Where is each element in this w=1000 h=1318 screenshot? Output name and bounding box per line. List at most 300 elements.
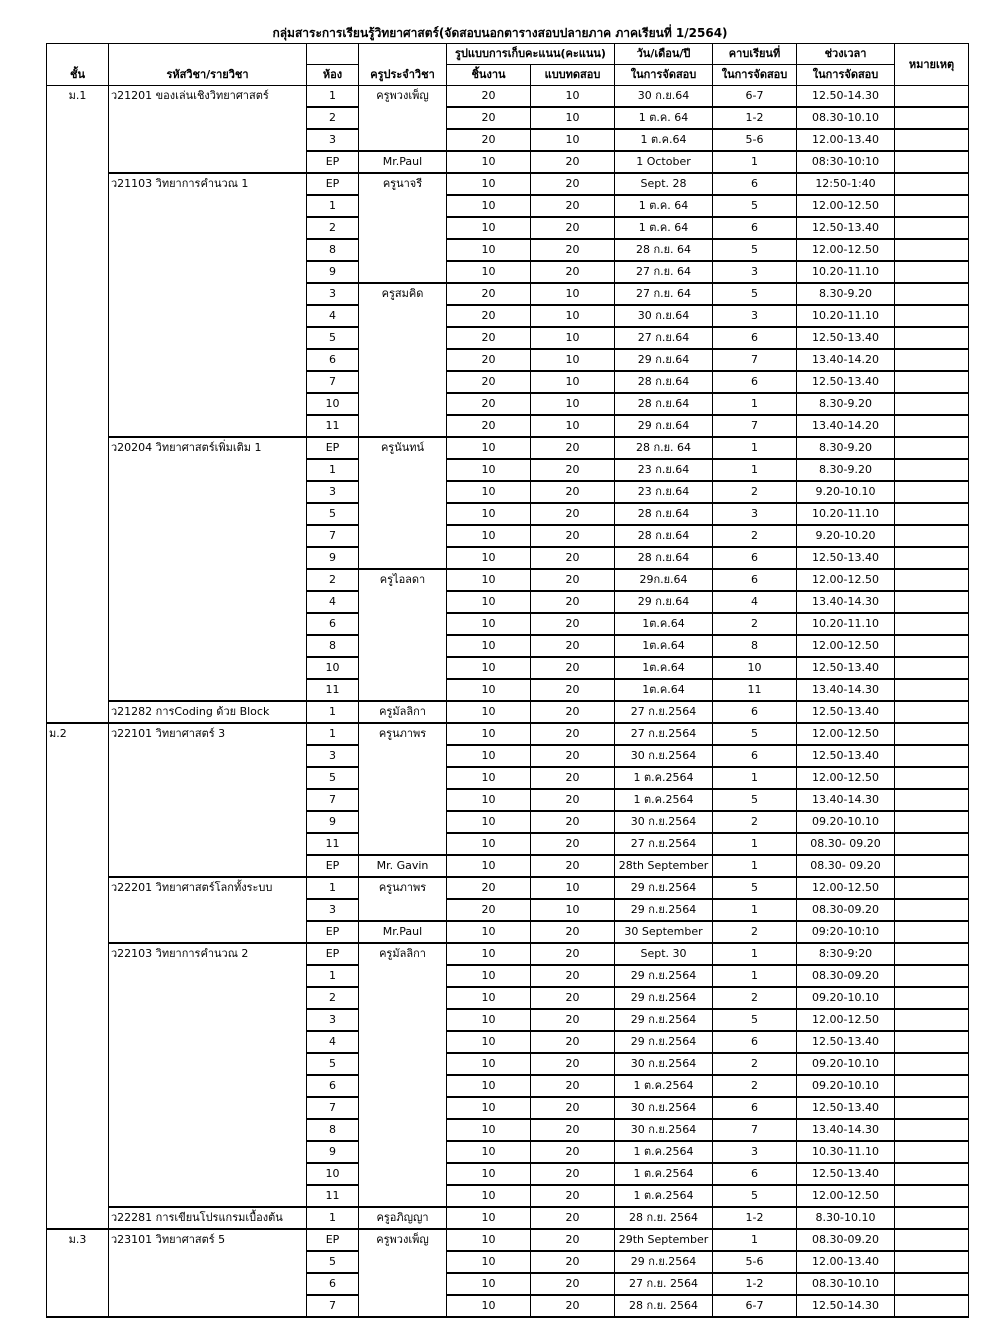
exam-date-cell: 1 ต.ค.2564 [615,1185,713,1207]
period-cell: 8 [713,635,797,657]
room-cell: EP [307,855,359,877]
piece-score-cell: 10 [447,811,531,833]
room-cell: 11 [307,1185,359,1207]
piece-score-cell: 10 [447,1031,531,1053]
subject-cell: ว22201 วิทยาศาสตร์โลกทั้งระบบ [109,877,307,943]
exam-date-cell: 29 ก.ย.2564 [615,965,713,987]
exam-date-cell: 27 ก.ย. 64 [615,261,713,283]
remark-cell [895,107,969,129]
test-score-cell: 20 [531,1119,615,1141]
period-cell: 5-6 [713,1251,797,1273]
room-cell: 1 [307,723,359,745]
time-cell: 8:30-9:20 [797,943,895,965]
remark-cell [895,173,969,195]
room-cell: EP [307,943,359,965]
room-cell: 1 [307,701,359,723]
remark-cell [895,789,969,811]
teacher-cell: Mr. Gavin [359,855,447,877]
header-subject: รหัสวิชา/รายวิชา [109,44,307,86]
test-score-cell: 20 [531,525,615,547]
room-cell: 3 [307,745,359,767]
exam-date-cell: 30 ก.ย.2564 [615,811,713,833]
exam-date-cell: 29 ก.ย.2564 [615,877,713,899]
exam-date-cell: 29 ก.ย.64 [615,349,713,371]
room-cell: 3 [307,129,359,151]
exam-date-cell: 29ก.ย.64 [615,569,713,591]
exam-date-cell: 28 ก.ย.64 [615,525,713,547]
time-cell: 08:30-10:10 [797,151,895,173]
test-score-cell: 20 [531,679,615,701]
piece-score-cell: 10 [447,789,531,811]
subject-cell: ว20204 วิทยาศาสตร์เพิ่มเติม 1 [109,437,307,701]
remark-cell [895,613,969,635]
remark-cell [895,503,969,525]
room-cell: 1 [307,877,359,899]
test-score-cell: 20 [531,811,615,833]
room-cell: 7 [307,371,359,393]
remark-cell [895,1053,969,1075]
period-cell: 6 [713,745,797,767]
time-cell: 12.00-12.50 [797,1009,895,1031]
room-cell: 8 [307,239,359,261]
room-cell: 11 [307,833,359,855]
exam-date-cell: 28 ก.ย.64 [615,547,713,569]
table-row [47,723,969,745]
exam-date-cell: 28 ก.ย. 64 [615,437,713,459]
piece-score-cell: 10 [447,261,531,283]
room-cell: EP [307,151,359,173]
teacher-cell: ครูอภิญญา [359,1207,447,1229]
exam-date-cell: 1 ต.ค.2564 [615,1163,713,1185]
period-cell: 2 [713,613,797,635]
test-score-cell: 20 [531,569,615,591]
period-cell: 6 [713,371,797,393]
remark-cell [895,569,969,591]
exam-date-cell: Sept. 28 [615,173,713,195]
test-score-cell: 20 [531,1163,615,1185]
test-score-cell: 20 [531,1141,615,1163]
exam-date-cell: 29 ก.ย.2564 [615,1009,713,1031]
subject-cell: ว22281 การเขียนโปรแกรมเบื้องต้น [109,1207,307,1229]
time-cell: 08.30- 09.20 [797,855,895,877]
piece-score-cell: 10 [447,723,531,745]
piece-score-cell: 10 [447,525,531,547]
time-cell: 12.50-13.40 [797,701,895,723]
test-score-cell: 20 [531,1295,615,1317]
piece-score-cell: 10 [447,1075,531,1097]
test-score-cell: 20 [531,1009,615,1031]
time-cell: 8.30-9.20 [797,459,895,481]
test-score-cell: 20 [531,965,615,987]
period-cell: 1 [713,943,797,965]
remark-cell [895,1251,969,1273]
time-cell: 12.00-12.50 [797,569,895,591]
test-score-cell: 20 [531,173,615,195]
time-cell: 13.40-14.30 [797,591,895,613]
test-score-cell: 20 [531,723,615,745]
exam-date-cell: 27 ก.ย. 2564 [615,1273,713,1295]
piece-score-cell: 10 [447,239,531,261]
subject-cell: ว23101 วิทยาศาสตร์ 5 [109,1229,307,1317]
piece-score-cell: 20 [447,415,531,437]
period-cell: 7 [713,349,797,371]
piece-score-cell: 10 [447,1295,531,1317]
room-cell: 10 [307,393,359,415]
time-cell: 08.30-09.20 [797,1229,895,1251]
time-cell: 12.00-12.50 [797,723,895,745]
piece-score-cell: 10 [447,1229,531,1251]
header-remark: หมายเหตุ [895,44,969,86]
period-cell: 6 [713,569,797,591]
room-cell: 5 [307,767,359,789]
remark-cell [895,1119,969,1141]
period-cell: 2 [713,811,797,833]
table-row [47,943,969,965]
exam-date-cell: 29 ก.ย.64 [615,415,713,437]
time-cell: 8.30-10.10 [797,1207,895,1229]
piece-score-cell: 10 [447,833,531,855]
piece-score-cell: 20 [447,371,531,393]
time-cell: 12.50-13.40 [797,657,895,679]
remark-cell [895,305,969,327]
time-cell: 08.30-10.10 [797,1273,895,1295]
exam-date-cell: 1ต.ค.64 [615,679,713,701]
test-score-cell: 10 [531,305,615,327]
exam-date-cell: 1 ต.ค.64 [615,129,713,151]
time-cell: 12.00-12.50 [797,239,895,261]
period-cell: 1 [713,151,797,173]
piece-score-cell: 10 [447,965,531,987]
piece-score-cell: 10 [447,1053,531,1075]
piece-score-cell: 10 [447,151,531,173]
exam-date-cell: 27 ก.ย.2564 [615,701,713,723]
piece-score-cell: 20 [447,305,531,327]
period-cell: 6-7 [713,1295,797,1317]
room-cell: 11 [307,679,359,701]
piece-score-cell: 20 [447,107,531,129]
room-cell: 1 [307,965,359,987]
time-cell: 8.30-9.20 [797,393,895,415]
exam-date-cell: 28 ก.ย.64 [615,371,713,393]
time-cell: 13.40-14.30 [797,1119,895,1141]
time-cell: 12.50-13.40 [797,217,895,239]
remark-cell [895,1097,969,1119]
table-body [47,86,969,1318]
room-cell: 1 [307,1207,359,1229]
header-teacher: ครูประจำวิชา [359,44,447,86]
remark-cell [895,129,969,151]
period-cell: 5 [713,1185,797,1207]
time-cell: 10.20-11.10 [797,261,895,283]
subject-cell: ว21201 ของเล่นเชิงวิทยาศาสตร์ [109,86,307,174]
exam-date-cell: 30 ก.ย.2564 [615,745,713,767]
remark-cell [895,547,969,569]
piece-score-cell: 20 [447,877,531,899]
time-cell: 12:50-1:40 [797,173,895,195]
period-cell: 2 [713,1075,797,1097]
exam-date-cell: 30 ก.ย.2564 [615,1119,713,1141]
period-cell: 1 [713,833,797,855]
time-cell: 12.50-13.40 [797,1163,895,1185]
time-cell: 08.30-09.20 [797,965,895,987]
piece-score-cell: 10 [447,503,531,525]
header-time-top: ช่วงเวลา [797,44,895,65]
header-room-blank [307,44,359,65]
test-score-cell: 20 [531,657,615,679]
room-cell: 7 [307,1097,359,1119]
exam-schedule-table [46,43,969,1318]
exam-date-cell: 29 ก.ย.2564 [615,1251,713,1273]
period-cell: 1 [713,899,797,921]
room-cell: 9 [307,811,359,833]
test-score-cell: 20 [531,481,615,503]
room-cell: 10 [307,1163,359,1185]
time-cell: 12.50-13.40 [797,1031,895,1053]
exam-date-cell: 30 ก.ย.2564 [615,1097,713,1119]
period-cell: 6 [713,327,797,349]
test-score-cell: 20 [531,1251,615,1273]
room-cell: 1 [307,195,359,217]
exam-date-cell: 29th September [615,1229,713,1251]
period-cell: 1-2 [713,107,797,129]
remark-cell [895,1075,969,1097]
period-cell: 1-2 [713,1207,797,1229]
test-score-cell: 20 [531,437,615,459]
time-cell: 12.50-13.40 [797,371,895,393]
piece-score-cell: 10 [447,657,531,679]
grade-cell: ม.2 [47,723,109,1229]
period-cell: 1 [713,767,797,789]
exam-date-cell: 1 October [615,151,713,173]
time-cell: 08.30-09.20 [797,899,895,921]
teacher-cell: ครูนภาพร [359,877,447,921]
subject-cell: ว22101 วิทยาศาสตร์ 3 [109,723,307,877]
exam-date-cell: 23 ก.ย.64 [615,459,713,481]
piece-score-cell: 10 [447,1097,531,1119]
remark-cell [895,415,969,437]
piece-score-cell: 10 [447,987,531,1009]
exam-date-cell: 29 ก.ย.2564 [615,899,713,921]
test-score-cell: 20 [531,921,615,943]
exam-date-cell: 1ต.ค.64 [615,657,713,679]
exam-date-cell: 1 ต.ค. 64 [615,107,713,129]
test-score-cell: 20 [531,1075,615,1097]
teacher-cell: Mr.Paul [359,921,447,943]
period-cell: 1 [713,459,797,481]
time-cell: 13.40-14.20 [797,349,895,371]
time-cell: 12.00-12.50 [797,767,895,789]
exam-date-cell: 1ต.ค.64 [615,613,713,635]
remark-cell [895,525,969,547]
piece-score-cell: 10 [447,217,531,239]
exam-date-cell: 1 ต.ค. 64 [615,195,713,217]
time-cell: 12.50-13.40 [797,745,895,767]
time-cell: 12.00-13.40 [797,1251,895,1273]
test-score-cell: 20 [531,239,615,261]
period-cell: 6 [713,217,797,239]
test-score-cell: 20 [531,855,615,877]
remark-cell [895,1163,969,1185]
piece-score-cell: 10 [447,195,531,217]
test-score-cell: 20 [531,1207,615,1229]
header-room: ห้อง [307,65,359,86]
remark-cell [895,261,969,283]
room-cell: 4 [307,1031,359,1053]
teacher-cell: ครูมัลลิกา [359,943,447,1207]
remark-cell [895,371,969,393]
period-cell: 5 [713,723,797,745]
period-cell: 1 [713,1229,797,1251]
room-cell: 4 [307,591,359,613]
room-cell: 9 [307,261,359,283]
piece-score-cell: 10 [447,459,531,481]
remark-cell [895,833,969,855]
period-cell: 6 [713,1097,797,1119]
exam-date-cell: 28 ก.ย.64 [615,503,713,525]
remark-cell [895,701,969,723]
test-score-cell: 20 [531,701,615,723]
room-cell: 1 [307,86,359,108]
remark-cell [895,283,969,305]
room-cell: 7 [307,525,359,547]
table-row [47,437,969,459]
piece-score-cell: 10 [447,767,531,789]
exam-date-cell: 29 ก.ย.2564 [615,987,713,1009]
test-score-cell: 20 [531,547,615,569]
piece-score-cell: 20 [447,393,531,415]
piece-score-cell: 20 [447,86,531,108]
remark-cell [895,481,969,503]
period-cell: 1 [713,855,797,877]
remark-cell [895,679,969,701]
period-cell: 3 [713,503,797,525]
time-cell: 09.20-10.10 [797,1053,895,1075]
period-cell: 6-7 [713,86,797,108]
room-cell: 3 [307,481,359,503]
piece-score-cell: 20 [447,129,531,151]
room-cell: 9 [307,547,359,569]
time-cell: 12.00-12.50 [797,635,895,657]
test-score-cell: 10 [531,877,615,899]
room-cell: 11 [307,415,359,437]
test-score-cell: 20 [531,767,615,789]
time-cell: 8.30-9.20 [797,283,895,305]
table-row [47,701,969,723]
teacher-cell: ครูพวงเพ็ญ [359,86,447,152]
time-cell: 08.30- 09.20 [797,833,895,855]
period-cell: 11 [713,679,797,701]
room-cell: EP [307,1229,359,1251]
period-cell: 1 [713,437,797,459]
period-cell: 6 [713,1031,797,1053]
period-cell: 7 [713,415,797,437]
piece-score-cell: 10 [447,701,531,723]
room-cell: 5 [307,503,359,525]
time-cell: 13.40-14.20 [797,415,895,437]
piece-score-cell: 10 [447,547,531,569]
period-cell: 1-2 [713,1273,797,1295]
test-score-cell: 20 [531,459,615,481]
teacher-cell: ครูนาจรี [359,173,447,283]
exam-date-cell: 28 ก.ย. 64 [615,239,713,261]
room-cell: 9 [307,1141,359,1163]
exam-date-cell: 27 ก.ย.2564 [615,723,713,745]
period-cell: 5 [713,789,797,811]
room-cell: 6 [307,1273,359,1295]
test-score-cell: 10 [531,371,615,393]
time-cell: 12.00-13.40 [797,129,895,151]
exam-date-cell: 30 ก.ย.64 [615,86,713,108]
room-cell: 2 [307,107,359,129]
period-cell: 2 [713,525,797,547]
teacher-cell: Mr.Paul [359,151,447,173]
test-score-cell: 20 [531,151,615,173]
period-cell: 2 [713,481,797,503]
table-row [47,877,969,899]
time-cell: 12.00-12.50 [797,1185,895,1207]
subject-cell: ว21282 การCoding ด้วย Block [109,701,307,723]
piece-score-cell: 10 [447,437,531,459]
piece-score-cell: 10 [447,569,531,591]
teacher-cell: ครูไอลดา [359,569,447,701]
time-cell: 09:20-10:10 [797,921,895,943]
room-cell: 6 [307,613,359,635]
remark-cell [895,195,969,217]
remark-cell [895,437,969,459]
remark-cell [895,657,969,679]
test-score-cell: 20 [531,1097,615,1119]
teacher-cell: ครูนภาพร [359,723,447,855]
remark-cell [895,811,969,833]
test-score-cell: 10 [531,107,615,129]
time-cell: 09.20-10.10 [797,811,895,833]
period-cell: 3 [713,305,797,327]
room-cell: 5 [307,1053,359,1075]
remark-cell [895,899,969,921]
period-cell: 5-6 [713,129,797,151]
teacher-cell: ครูสมคิด [359,283,447,437]
remark-cell [895,1009,969,1031]
time-cell: 10.20-11.10 [797,613,895,635]
time-cell: 10.30-11.10 [797,1141,895,1163]
piece-score-cell: 10 [447,921,531,943]
piece-score-cell: 10 [447,1141,531,1163]
remark-cell [895,1031,969,1053]
test-score-cell: 20 [531,1273,615,1295]
exam-date-cell: 1ต.ค.64 [615,635,713,657]
exam-date-cell: 1 ต.ค.2564 [615,1075,713,1097]
header-period-top: คาบเรียนที่ [713,44,797,65]
header-date-bottom: ในการจัดสอบ [615,65,713,86]
remark-cell [895,965,969,987]
period-cell: 10 [713,657,797,679]
period-cell: 6 [713,701,797,723]
test-score-cell: 10 [531,86,615,108]
room-cell: 3 [307,1009,359,1031]
header-test: แบบทดสอบ [531,65,615,86]
remark-cell [895,217,969,239]
period-cell: 4 [713,591,797,613]
test-score-cell: 10 [531,393,615,415]
time-cell: 13.40-14.30 [797,679,895,701]
exam-date-cell: 30 ก.ย.64 [615,305,713,327]
period-cell: 6 [713,1163,797,1185]
header-time-bottom: ในการจัดสอบ [797,65,895,86]
piece-score-cell: 10 [447,1163,531,1185]
remark-cell [895,943,969,965]
time-cell: 9.20-10.20 [797,525,895,547]
time-cell: 08.30-10.10 [797,107,895,129]
